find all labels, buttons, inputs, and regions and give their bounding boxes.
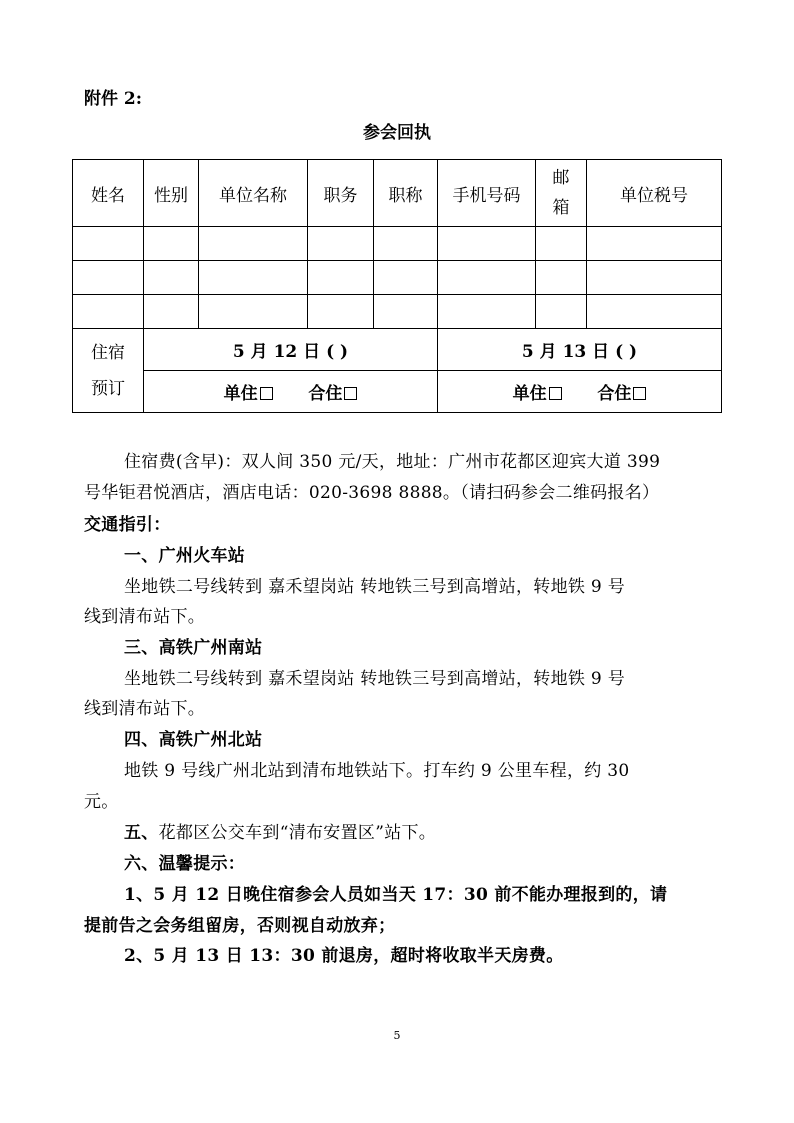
table-cell[interactable]	[374, 261, 438, 295]
checkbox-icon[interactable]	[260, 387, 273, 400]
header-position: 职务	[308, 160, 374, 227]
table-cell[interactable]	[144, 295, 199, 329]
table-cell[interactable]	[438, 261, 536, 295]
header-title: 职称	[374, 160, 438, 227]
table-cell[interactable]	[536, 261, 587, 295]
table-row	[73, 295, 722, 329]
table-cell[interactable]	[199, 227, 308, 261]
table-cell[interactable]	[199, 295, 308, 329]
header-tax-id: 单位税号	[587, 160, 722, 227]
section-5	[124, 818, 436, 843]
table-cell[interactable]	[374, 227, 438, 261]
tip-1-line-2: 提前告之会务组留房，否则视自动放弃；	[84, 916, 396, 936]
table-cell[interactable]	[438, 227, 536, 261]
room-type-row	[73, 371, 722, 413]
table-cell[interactable]	[308, 295, 374, 329]
tip-1-line-1: 1、5 月 12 日晚住宿参会人员如当天 17：30 前不能办理报到的，请	[124, 885, 668, 905]
table-row	[73, 261, 722, 295]
registration-table	[72, 159, 722, 413]
accommodation-label-top: 住宿	[91, 342, 125, 363]
room-options-may-12	[144, 371, 438, 413]
header-organization: 单位名称	[199, 160, 308, 227]
date-may-12[interactable]: 5 月 12 日 ( )	[144, 329, 438, 371]
section-1-heading: 一、广州火车站	[124, 546, 246, 566]
accommodation-date-row	[73, 329, 722, 371]
checkbox-icon[interactable]	[344, 387, 357, 400]
table-cell[interactable]	[536, 295, 587, 329]
section-6-heading: 六、温馨提示：	[124, 854, 246, 874]
single-room-label: 单住	[223, 384, 258, 404]
checkbox-icon[interactable]	[633, 387, 646, 400]
section-5-prefix: 五、	[124, 823, 159, 843]
date-may-13[interactable]: 5 月 13 日 ( )	[438, 329, 722, 371]
section-1-line-2: 线到清布站下。	[84, 607, 206, 627]
accommodation-label-bottom: 预订	[91, 378, 125, 399]
shared-room-label: 合住	[308, 384, 343, 404]
section-4-heading: 四、高铁广州北站	[124, 730, 263, 750]
section-1-line-1: 坐地铁二号线转到 嘉禾望岗站 转地铁三号到高增站，转地铁 9 号	[124, 577, 626, 597]
single-room-label: 单住	[512, 384, 547, 404]
table-cell[interactable]	[374, 295, 438, 329]
table-cell[interactable]	[536, 227, 587, 261]
table-cell[interactable]	[308, 227, 374, 261]
lodging-line-2: 号华钜君悦酒店，酒店电话：020-3698 8888。（请扫码参会二维码报名）	[84, 483, 660, 503]
header-name: 姓名	[73, 160, 144, 227]
section-4-line-1: 地铁 9 号线广州北站到清布地铁站下。打车约 9 公里车程，约 30	[124, 761, 630, 781]
table-cell[interactable]	[144, 261, 199, 295]
room-options-may-13	[438, 371, 722, 413]
shared-room-label: 合住	[597, 384, 632, 404]
table-cell[interactable]	[587, 295, 722, 329]
table-cell[interactable]	[144, 227, 199, 261]
table-cell[interactable]	[73, 227, 144, 261]
table-cell[interactable]	[438, 295, 536, 329]
page-title: 参会回执	[363, 123, 431, 143]
section-4-line-2: 元。	[84, 792, 119, 812]
table-cell[interactable]	[73, 261, 144, 295]
accommodation-label	[73, 329, 144, 413]
traffic-heading: 交通指引：	[84, 515, 171, 535]
section-3-line-1: 坐地铁二号线转到 嘉禾望岗站 转地铁三号到高增站，转地铁 9 号	[124, 669, 626, 689]
attachment-label: 附件 2:	[84, 89, 143, 109]
header-email	[536, 160, 587, 227]
table-header-row	[73, 160, 722, 227]
header-email-top: 邮	[552, 168, 570, 188]
table-cell[interactable]	[587, 227, 722, 261]
table-row	[73, 227, 722, 261]
lodging-line-1: 住宿费(含早)：双人间 350 元/天，地址：广州市花都区迎宾大道 399	[124, 452, 661, 472]
header-phone: 手机号码	[438, 160, 536, 227]
table-cell[interactable]	[587, 261, 722, 295]
section-5-text: 花都区公交车到“清布安置区”站下。	[158, 823, 437, 843]
header-email-bottom: 箱	[552, 198, 570, 218]
checkbox-icon[interactable]	[549, 387, 562, 400]
table-cell[interactable]	[199, 261, 308, 295]
section-3-heading: 三、高铁广州南站	[124, 638, 263, 658]
table-cell[interactable]	[308, 261, 374, 295]
section-3-line-2: 线到清布站下。	[84, 699, 206, 719]
table-cell[interactable]	[73, 295, 144, 329]
tip-2: 2、5 月 13 日 13：30 前退房，超时将收取半天房费。	[124, 946, 564, 966]
header-gender: 性别	[144, 160, 199, 227]
page-number: 5	[393, 1029, 401, 1042]
